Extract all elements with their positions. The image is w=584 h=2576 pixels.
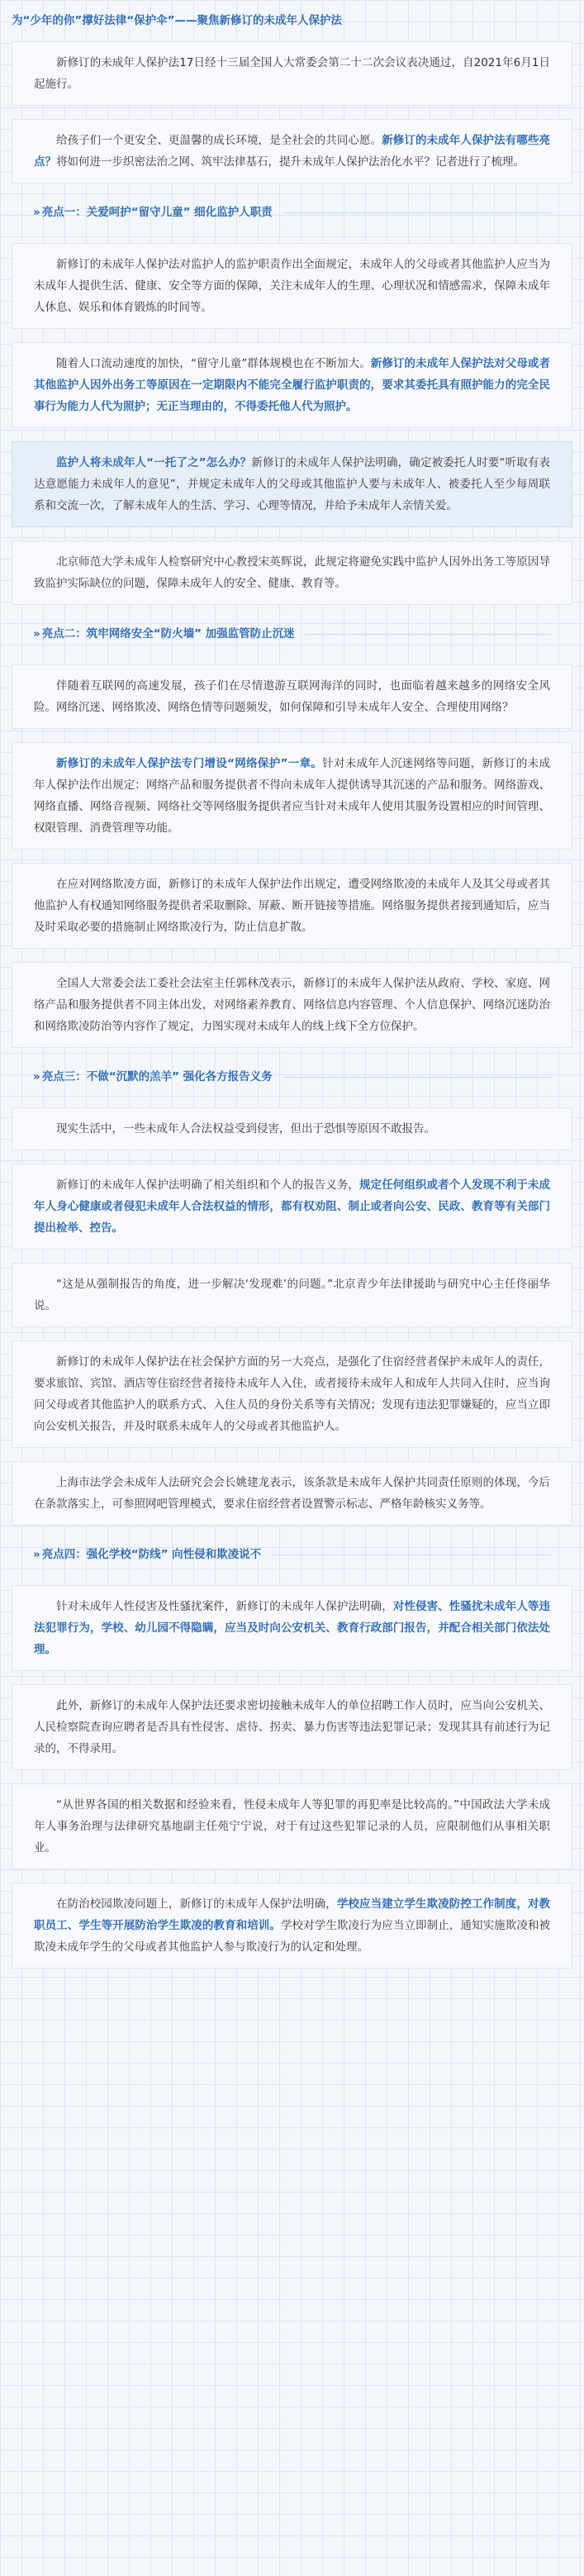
body-text: 上海市法学会未成年人法研究会会长姚建龙表示，该条款是未成年人保护共同责任原则的体现，今后在条款落实上，可参照网吧管理模式，要求住宿经营者设置警示标志、严格年龄核实义务等。 xyxy=(34,1476,550,1511)
paragraph xyxy=(34,1351,550,1437)
body-text: 针对未成年人性侵害及性骚扰案件，新修订的未成年人保护法明确， xyxy=(56,1600,393,1613)
body-text: 伴随着互联网的高速发展，孩子们在尽情遨游互联网海洋的同时，也面临着越来越多的网络安全风险。网络沉迷、网络欺凌、网络色情等问题频发，如何保障和引导未成年人安全、合理使用网络？ xyxy=(34,679,550,714)
section-heading xyxy=(12,1539,572,1570)
paragraph xyxy=(34,551,550,594)
body-text: 现实生活中，一些未成年人合法权益受到侵害，但出于恐惧等原因不敢报告。 xyxy=(56,1122,435,1136)
paragraph xyxy=(34,1794,550,1859)
paragraph xyxy=(34,254,550,318)
section-heading-label xyxy=(33,202,273,223)
double-chevron-icon: » xyxy=(33,627,40,640)
body-text: 北京师范大学未成年人检察研究中心教授宋英辉说，此规定将避免实践中监护人因外出务工等原因导致监护实际缺位的问题，保障未成年人的安全、健康、教育等。 xyxy=(34,555,550,590)
divider xyxy=(283,1077,551,1078)
highlighted-text: 监护人将未成年人“一托了之”怎么办？ xyxy=(56,456,252,469)
section-heading xyxy=(12,197,572,228)
section-heading-label xyxy=(33,1544,261,1565)
double-chevron-icon: » xyxy=(33,1548,40,1561)
paragraph xyxy=(34,753,550,839)
double-chevron-icon: » xyxy=(33,1070,40,1083)
body-text: 在防治校园欺凌问题上，新修订的未成年人保护法明确， xyxy=(56,1897,337,1911)
double-chevron-icon: » xyxy=(33,206,40,219)
article-body xyxy=(12,41,572,1969)
body-text: 新修订的未成年人保护法在社会保护方面的另一大亮点，是强化了住宿经营者保护未成年人的责任，要求旅馆、宾馆、酒店等住宿经营者接待未成年人入住，或者接待未成年人和成年人共同入住时，应当询问父母或者其他监护人的联系方式、入住人员的身份关系等有关情况；发现有违法犯罪嫌疑的，应当立即向公安机关报告，并及时联系未成年人的父母或者其他监护人。 xyxy=(34,1355,550,1433)
highlighted-text: 新修订的未成年人保护法有哪些亮点？ xyxy=(34,134,551,169)
body-text: 新修订的未成年人保护法明确，确定被委托人时要“听取有表达意愿能力未成年人的意见”，并规定未成年人的父母或其他监护人要与未成年人、被委托人至少每周联系和交流一次，了解未成年人的生活、学习、心理等情况，并给予未成年人亲情关爱。 xyxy=(34,456,550,512)
paragraph-block xyxy=(12,863,572,949)
body-text: 新修订的未成年人保护法对监护人的监护职责作出全面规定，未成年人的父母或者其他监护人应当为未成年人提供生活、健康、安全等方面的保障，关注未成年人的生理、心理状况和情感需求，保障未成年人休息、娱乐和体育锻炼的时间等。 xyxy=(34,258,550,314)
body-text: 此外，新修订的未成年人保护法还要求密切接触未成年人的单位招聘工作人员时，应当向公安机关、人民检察院查询应聘者是否具有性侵害、虐待、拐卖、暴力伤害等违法犯罪记录；发现其具有前述行为记录的，不得录用。 xyxy=(34,1699,550,1755)
highlighted-text: 规定任何组织或者个人发现不利于未成年人身心健康或者侵犯未成年人合法权益的情形，都有权劝阻、制止或者向公安、民政、教育等有关部门提出检举、控告。 xyxy=(34,1178,551,1235)
paragraph xyxy=(34,1695,550,1759)
paragraph xyxy=(34,1174,550,1239)
body-text: 全国人大常委会法工委社会法室主任郭林茂表示，新修订的未成年人保护法从政府、学校、家庭、网络产品和服务提供者不同主体出发，对网络素养教育、网络信息内容管理、个人信息保护、网络沉迷防治和网络欺凌防治等内容作了规定，力图实现对未成年人的线上线下全方位保护。 xyxy=(34,977,550,1033)
section-heading-text: 亮点四：强化学校“防线” 向性侵和欺凌说不 xyxy=(41,1548,262,1561)
paragraph-block xyxy=(12,119,572,183)
section-heading-label xyxy=(33,623,295,645)
paragraph-block xyxy=(12,1585,572,1671)
body-text: “这是从强制报告的角度，进一步解决‘发现难’的问题。”北京青少年法律援助与研究中心主任佟丽华说。 xyxy=(34,1278,550,1312)
section-heading-text: 亮点三：不做“沉默的羔羊” 强化各方报告义务 xyxy=(41,1070,273,1083)
section-heading-label xyxy=(33,1066,273,1088)
body-text: “从世界各国的相关数据和经验来看，性侵未成年人等犯罪的再犯率是比较高的。”中国政法大学未成年人事务治理与法律研究基地副主任苑宁宁说，对于有过这些犯罪记录的人员，应限制他们从事相关职业。 xyxy=(34,1798,550,1855)
highlighted-text: 对性侵害、性骚扰未成年人等违法犯罪行为，学校、幼儿园不得隐瞒，应当及时向公安机关、教育行政部门报告，并配合相关部门依法处理。 xyxy=(34,1600,551,1656)
paragraph-block xyxy=(12,1461,572,1526)
paragraph-block xyxy=(12,742,572,850)
divider xyxy=(283,212,551,213)
paragraph xyxy=(34,452,550,517)
body-text: 新修订的未成年人保护法明确了相关组织和个人的报告义务， xyxy=(56,1178,360,1192)
paragraph-block xyxy=(12,540,572,605)
body-text: 随着人口流动速度的加快，“留守儿童”群体规模也在不断加大。 xyxy=(56,357,371,370)
highlighted-text: 新修订的未成年人保护法专门增设“网络保护”一章。 xyxy=(56,757,323,770)
paragraph-block xyxy=(12,441,572,527)
paragraph xyxy=(34,874,550,938)
body-text: 新修订的未成年人保护法17日经十三届全国人大常委会第二十二次会议表决通过，自2021年6月1日起施行。 xyxy=(34,56,550,91)
paragraph-block xyxy=(12,962,572,1048)
body-text: 给孩子们一个更安全、更温馨的成长环境，是全社会的共同心愿。 xyxy=(56,134,382,147)
paragraph xyxy=(34,52,550,95)
body-text: 将如何进一步织密法治之网、筑牢法律基石，提升未成年人保护法治化水平？记者进行了梳理。 xyxy=(56,155,525,169)
paragraph-block xyxy=(12,1107,572,1150)
divider xyxy=(305,634,551,635)
article-title: 为“少年的你”撑好法律“保护伞”——聚焦新修订的未成年人保护法 xyxy=(12,14,342,27)
paragraph-block xyxy=(12,664,572,729)
paragraph xyxy=(34,973,550,1037)
body-text: 针对未成年人沉迷网络等问题，新修订的未成年人保护法作出规定：网络产品和服务提供者不得向未成年人提供诱导其沉迷的产品和服务。网络游戏、网络直播、网络音视频、网络社交等网络服务提供者应当针对未成年人使用其服务设置相应的时间管理、权限管理、消费管理等功能。 xyxy=(34,757,550,835)
paragraph xyxy=(34,1472,550,1515)
section-heading xyxy=(12,618,572,650)
paragraph xyxy=(34,1893,550,1958)
section-heading-text: 亮点二：筑牢网络安全“防火墙” 加强监管防止沉迷 xyxy=(41,627,295,640)
paragraph xyxy=(34,1596,550,1660)
highlighted-text: 新修订的未成年人保护法对父母或者其他监护人因外出务工等原因在一定期限内不能完全履行监护职责的，要求其委托具有照护能力的完全民事行为能力人代为照护；无正当理由的，不得委托他人代为照护。 xyxy=(34,357,550,413)
section-heading-text: 亮点一：关爱呵护“留守儿童” 细化监护人职责 xyxy=(41,206,273,219)
paragraph xyxy=(34,130,550,173)
paragraph-block xyxy=(12,342,572,428)
paragraph-block xyxy=(12,243,572,329)
paragraph xyxy=(34,1118,550,1140)
paragraph-block xyxy=(12,41,572,106)
section-heading xyxy=(12,1061,572,1093)
paragraph-block xyxy=(12,1340,572,1448)
paragraph xyxy=(34,675,550,718)
paragraph-block xyxy=(12,1164,572,1250)
body-text: 学校对学生欺凌行为应当立即制止，通知实施欺凌和被欺凌未成年学生的父母或者其他监护人参与欺凌行为的认定和处理。 xyxy=(34,1919,551,1954)
paragraph-block xyxy=(12,1684,572,1770)
paragraph-block xyxy=(12,1883,572,1969)
body-text: 在应对网络欺凌方面，新修订的未成年人保护法作出规定，遭受网络欺凌的未成年人及其父母或者其他监护人有权通知网络服务提供者采取删除、屏蔽、断开链接等措施。网络服务提供者接到通知后，应当及时采取必要的措施制止网络欺凌行为，防止信息扩散。 xyxy=(34,878,550,934)
paragraph xyxy=(34,1274,550,1317)
paragraph-block xyxy=(12,1263,572,1327)
highlighted-text: 学校应当建立学生欺凌防控工作制度，对教职员工、学生等开展防治学生欺凌的教育和培训。 xyxy=(34,1897,551,1932)
paragraph-block xyxy=(12,1783,572,1869)
paragraph xyxy=(34,353,550,417)
